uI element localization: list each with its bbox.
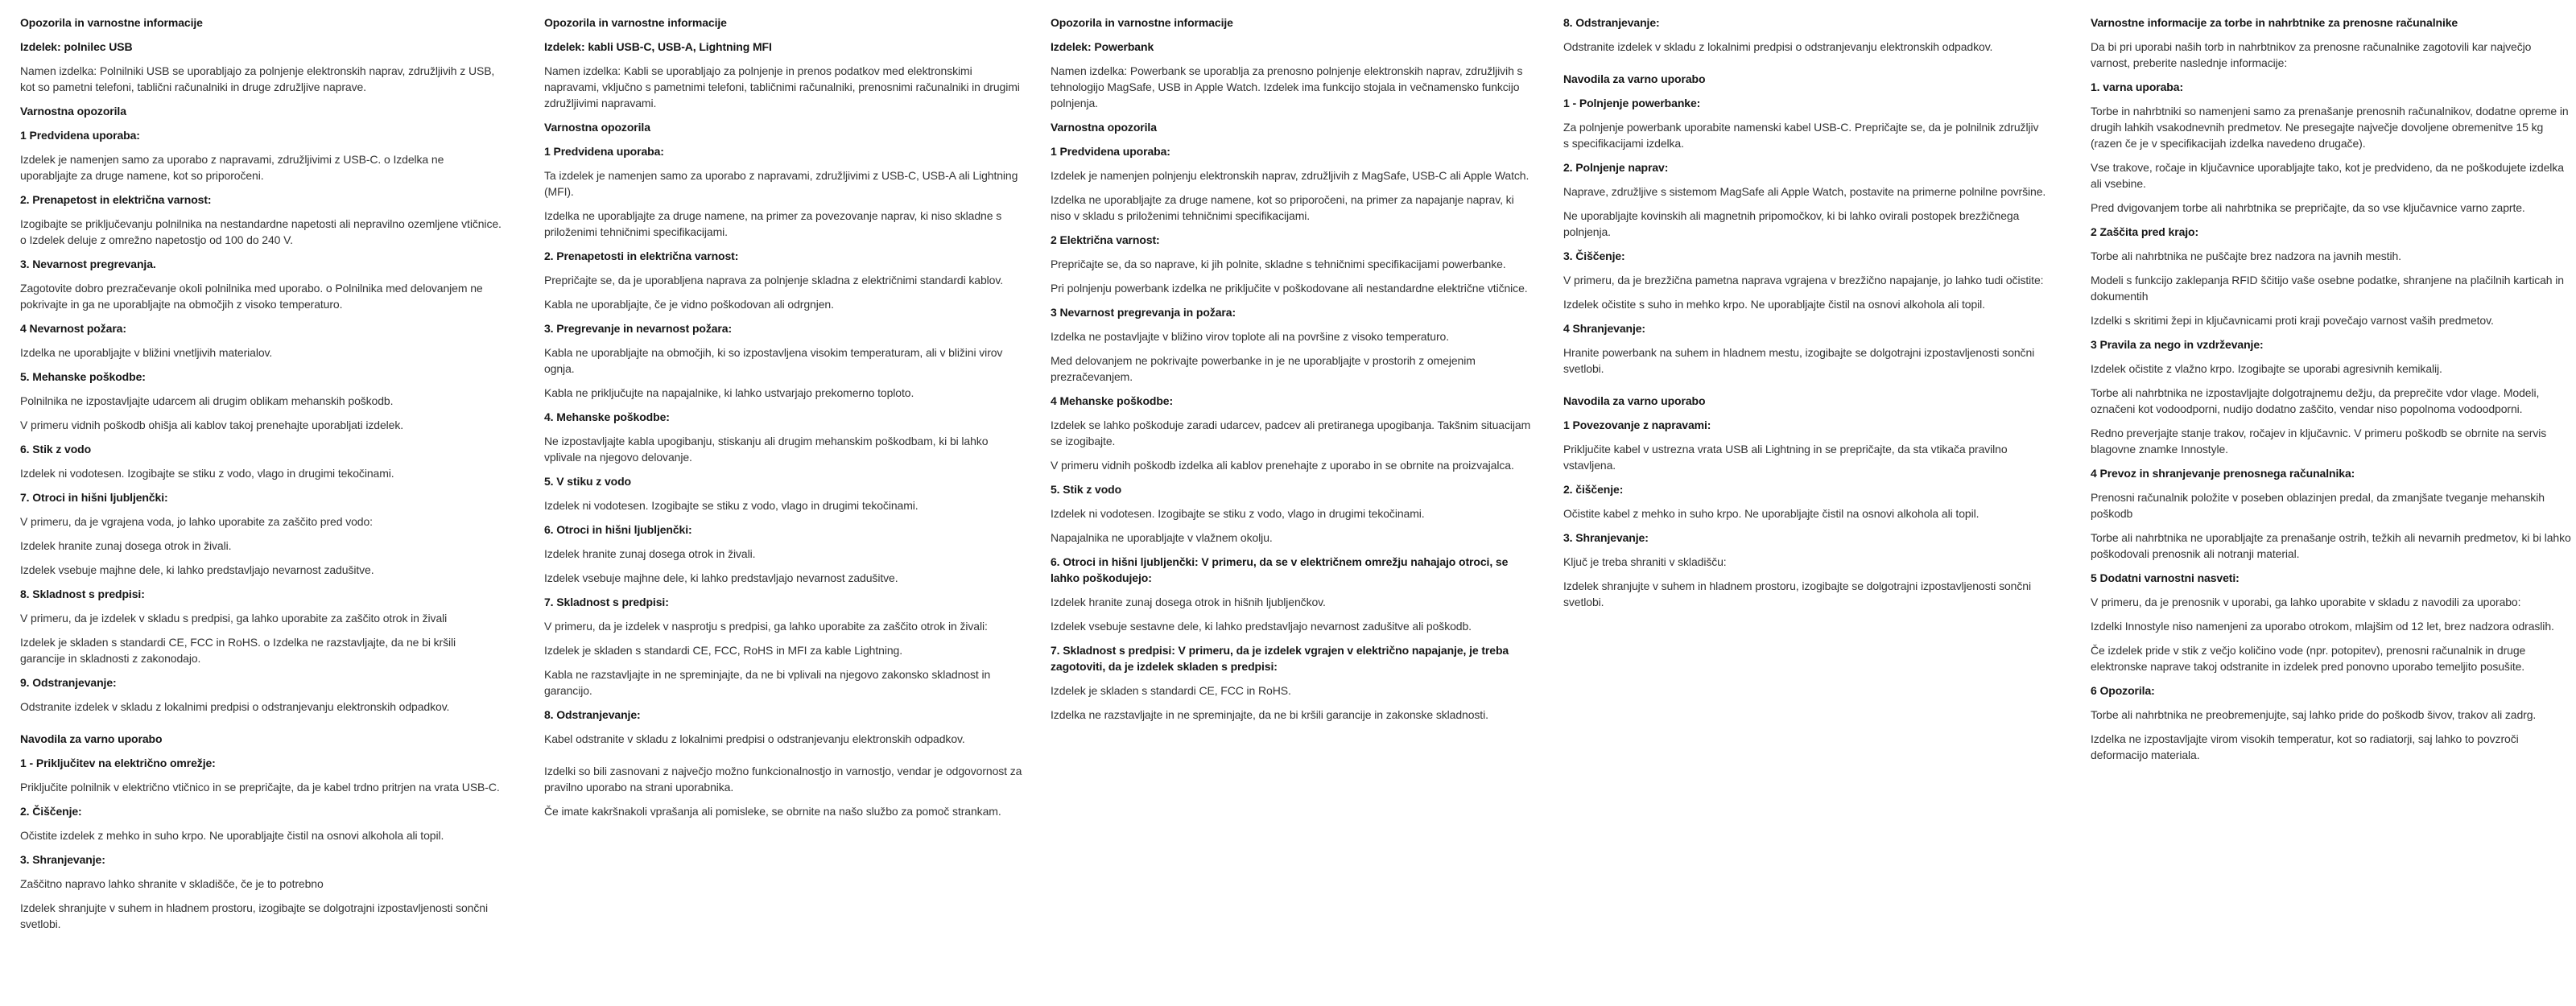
paragraph: V primeru, da je izdelek v skladu s predpisi, ga lahko uporabite za zaščito otrok in živali <box>20 612 448 625</box>
section-heading: Navodila za varno uporabo <box>1563 394 1706 407</box>
section-heading: 7. Otroci in hišni ljubljenčki: <box>20 491 168 504</box>
paragraph: Izdelek vsebuje majhne dele, ki lahko predstavljajo nevarnost zadušitve. <box>20 563 374 576</box>
paragraph: Izdelek shranjujte v suhem in hladnem prostoru, izogibajte se dolgotrajni izpostavljenosti sončni svetlobi. <box>20 901 488 930</box>
paragraph: Polnilnika ne izpostavljajte udarcem ali drugim oblikam mehanskih poškodb. <box>20 394 394 407</box>
section-heading: Varnostna opozorila <box>1051 121 1157 134</box>
paragraph: Kabla ne uporabljajte na območjih, ki so izpostavljena visokim temperaturam, ali v bližini virov ognja. <box>544 346 1003 375</box>
paragraph: Izdelek ni vodotesen. Izogibajte se stiku z vodo, vlago in drugimi tekočinami. <box>544 499 919 512</box>
section-heading: 2. čiščenje: <box>1563 483 1624 496</box>
paragraph: Kabla ne razstavljajte in ne spreminjajte, da ne bi vplivali na njegovo zakonsko skladnost in garancijo. <box>544 668 991 697</box>
paragraph: Izdelek se lahko poškoduje zaradi udarcev, padcev ali pretiranega upogibanja. Takšnim situacijam se izogibajte. <box>1051 418 1531 447</box>
column-charger-usb <box>20 14 503 940</box>
section-heading: 3 Pravila za nego in vzdrževanje: <box>2091 338 2264 351</box>
section-heading: 3. Pregrevanje in nevarnost požara: <box>544 322 733 335</box>
paragraph: Če izdelek pride v stik z večjo količino vode (npr. potopitev), prenosni računalnik in druge elektronske naprave takoj odstranite in izdelek pred ponovno uporabo temeljito posušite. <box>2091 644 2526 673</box>
section-heading: 1 - Priključitev na električno omrežje: <box>20 757 216 769</box>
paragraph: Izdelek vsebuje majhne dele, ki lahko predstavljajo nevarnost zadušitve. <box>544 571 898 584</box>
section-heading: Izdelek: Powerbank <box>1051 40 1154 53</box>
column-laptop-bags <box>2091 14 2574 771</box>
section-heading: 3. Nevarnost pregrevanja. <box>20 258 156 270</box>
paragraph: Kabla ne uporabljajte, če je vidno poškodovan ali odrgnjen. <box>544 298 834 311</box>
paragraph: Izdelki Innostyle niso namenjeni za uporabo otrokom, mlajšim od 12 let, brez nadzora odraslih. <box>2091 620 2554 633</box>
paragraph: Torbe ali nahrbtnika ne izpostavljajte dolgotrajnemu dežju, da preprečite vdor vlage. Modeli, označeni kot vodoodporni, nudijo dodatno zaščito, vendar niso popolnoma vodoodporni. <box>2091 386 2540 415</box>
paragraph: Hranite powerbank na suhem in hladnem mestu, izogibajte se dolgotrajni izpostavljenosti sončni svetlobi. <box>1563 346 2035 375</box>
paragraph: Odstranite izdelek v skladu z lokalnimi predpisi o odstranjevanju elektronskih odpadkov. <box>20 700 450 713</box>
section-heading: 4 Shranjevanje: <box>1563 322 1645 335</box>
paragraph: V primeru, da je prenosnik v uporabi, ga lahko uporabite v skladu z navodili za uporabo: <box>2091 596 2521 608</box>
paragraph: Kabel odstranite v skladu z lokalnimi predpisi o odstranjevanju elektronskih odpadkov. <box>544 732 965 745</box>
paragraph: Modeli s funkcijo zaklepanja RFID ščitijo vaše osebne podatke, shranjene na plačilnih karticah in dokumentih <box>2091 274 2564 303</box>
section-heading: 5. Mehanske poškodbe: <box>20 370 146 383</box>
paragraph: Očistite kabel z mehko in suho krpo. Ne uporabljajte čistil na osnovi alkohola ali topil. <box>1563 507 1979 520</box>
paragraph: Priključite polnilnik v električno vtičnico in se prepričajte, da je kabel trdno pritrjen na vrata USB-C. <box>20 781 500 794</box>
paragraph: Odstranite izdelek v skladu z lokalnimi predpisi o odstranjevanju elektronskih odpadkov. <box>1563 40 1993 53</box>
column-cables <box>544 14 1027 827</box>
section-heading: 9. Odstranjevanje: <box>20 676 117 689</box>
section-heading: 4. Mehanske poškodbe: <box>544 410 670 423</box>
section-heading: 5 Dodatni varnostni nasveti: <box>2091 571 2240 584</box>
paragraph: Ta izdelek je namenjen samo za uporabo z napravami, združljivimi z USB-C, USB-A ali Lightning (MFI). <box>544 169 1018 198</box>
paragraph: Ključ je treba shraniti v skladišču: <box>1563 555 1727 568</box>
paragraph: Izdelek je namenjen polnjenju elektronskih naprav, združljivih z MagSafe, USB-C ali Apple Watch. <box>1051 169 1530 182</box>
paragraph: Izdelek hranite zunaj dosega otrok in živali. <box>544 547 756 560</box>
paragraph: Torbe ali nahrbtnika ne puščajte brez nadzora na javnih mestih. <box>2091 249 2401 262</box>
section-heading: Varnostna opozorila <box>544 121 650 134</box>
paragraph: Izdelek je skladen s standardi CE, FCC in RoHS. o Izdelka ne razstavljajte, da ne bi kršili garancije in skladnosti z zakonodajo. <box>20 636 456 665</box>
paragraph: V primeru, da je izdelek v nasprotju s predpisi, ga lahko uporabite za zaščito otrok in živali: <box>544 620 988 633</box>
section-heading: 3. Čiščenje: <box>1563 249 1625 262</box>
paragraph: Prenosni računalnik položite v poseben oblazinjen predal, da zmanjšate tveganje mehanskih poškodb <box>2091 491 2545 520</box>
paragraph: Pri polnjenju powerbank izdelka ne priključite v poškodovane ali nestandardne električne vtičnice. <box>1051 282 1528 295</box>
paragraph: Izdelek hranite zunaj dosega otrok in hišnih ljubljenčkov. <box>1051 596 1326 608</box>
section-heading: 4 Prevoz in shranjevanje prenosnega računalnika: <box>2091 467 2355 480</box>
section-heading: 8. Odstranjevanje: <box>544 708 641 721</box>
paragraph: Napajalnika ne uporabljajte v vlažnem okolju. <box>1051 531 1273 544</box>
section-heading: Varnostna opozorila <box>20 105 126 118</box>
paragraph: Izdelka ne uporabljajte za druge namene, kot so priporočeni, na primer za napajanje naprav, ki niso v skladu s priloženimi tehničnimi specifikacijami. <box>1051 193 1514 222</box>
paragraph: Prepričajte se, da so naprave, ki jih polnite, skladne s tehničnimi specifikacijami powerbanke. <box>1051 258 1506 270</box>
section-heading: Navodila za varno uporabo <box>1563 72 1706 85</box>
paragraph: Redno preverjajte stanje trakov, ročajev in ključavnic. V primeru poškodb se obrnite na servis blagovne znamke Innostyle. <box>2091 427 2547 456</box>
paragraph: Izdelka ne uporabljajte v bližini vnetljivih materialov. <box>20 346 273 359</box>
paragraph: Izdelek je skladen s standardi CE, FCC, RoHS in MFI za kable Lightning. <box>544 644 902 657</box>
paragraph: Da bi pri uporabi naših torb in nahrbtnikov za prenosne računalnike zagotovili kar največjo varnost, preberite naslednje informacije: <box>2091 40 2532 69</box>
section-heading: 2 Električna varnost: <box>1051 233 1160 246</box>
paragraph: Če imate kakršnakoli vprašanja ali pomisleke, se obrnite na našo službo za pomoč strankam. <box>544 805 1001 818</box>
section-heading: 6. Otroci in hišni ljubljenčki: <box>544 523 692 536</box>
paragraph: Izdelek je skladen s standardi CE, FCC in RoHS. <box>1051 684 1291 697</box>
column-powerbank-instructions <box>1563 14 2046 618</box>
section-heading: Opozorila in varnostne informacije <box>20 16 203 29</box>
section-heading: 3. Shranjevanje: <box>1563 531 1649 544</box>
section-heading: Opozorila in varnostne informacije <box>544 16 727 29</box>
section-heading: 1 Povezovanje z napravami: <box>1563 418 1711 431</box>
section-heading: 4 Nevarnost požara: <box>20 322 126 335</box>
paragraph: V primeru, da je vgrajena voda, jo lahko uporabite za zaščito pred vodo: <box>20 515 373 528</box>
section-heading: 2 Zaščita pred krajo: <box>2091 225 2199 238</box>
paragraph: Izdelek ni vodotesen. Izogibajte se stiku z vodo, vlago in drugimi tekočinami. <box>1051 507 1425 520</box>
paragraph: V primeru vidnih poškodb izdelka ali kablov prenehajte z uporabo in se obrnite na proizvajalca. <box>1051 459 1514 472</box>
paragraph: Torbe ali nahrbtnika ne preobremenjujte, saj lahko pride do poškodb šivov, trakov ali zadrg. <box>2091 708 2537 721</box>
section-heading: 1. varna uporaba: <box>2091 80 2184 93</box>
section-heading: Izdelek: polnilec USB <box>20 40 133 53</box>
column-powerbank <box>1051 14 1534 731</box>
paragraph: Izdelek ni vodotesen. Izogibajte se stiku z vodo, vlago in drugimi tekočinami. <box>20 467 394 480</box>
paragraph: V primeru, da je brezžična pametna naprava vgrajena v brezžično napajanje, jo lahko tudi očistite: <box>1563 274 2044 287</box>
section-heading: 3 Nevarnost pregrevanja in požara: <box>1051 306 1236 319</box>
paragraph: Pred dvigovanjem torbe ali nahrbtnika se prepričajte, da so vse ključavnice varno zaprte. <box>2091 201 2525 214</box>
paragraph: Torbe ali nahrbtnika ne uporabljajte za prenašanje ostrih, težkih ali nevarnih predmetov, ki bi lahko poškodovali prenosnik ali notranji material. <box>2091 531 2571 560</box>
paragraph: Namen izdelka: Powerbank se uporablja za prenosno polnjenje elektronskih naprav, združljivih s tehnologijo MagSafe, USB in Apple Watch. Izdelek ima funkcijo stojala in večnamensko funkcijo polnjenja. <box>1051 64 1523 109</box>
paragraph: Prepričajte se, da je uporabljena naprava za polnjenje skladna z električnimi standardi kablov. <box>544 274 1004 287</box>
paragraph: Izdelek je namenjen samo za uporabo z napravami, združljivimi z USB-C. o Izdelka ne uporabljajte za druge namene, kot so priporočeni. <box>20 153 444 182</box>
paragraph: Priključite kabel v ustrezna vrata USB ali Lightning in se prepričajte, da sta vtikača pravilno vstavljena. <box>1563 443 2008 472</box>
section-heading: 2. Prenapetost in električna varnost: <box>20 193 212 206</box>
section-heading: Navodila za varno uporabo <box>20 732 163 745</box>
paragraph: Izdelek hranite zunaj dosega otrok in živali. <box>20 539 232 552</box>
section-heading: Varnostne informacije za torbe in nahrbtnike za prenosne računalnike <box>2091 16 2458 29</box>
section-heading: 2. Čiščenje: <box>20 805 82 818</box>
section-heading: 2. Polnjenje naprav: <box>1563 161 1669 174</box>
paragraph: Kabla ne priključujte na napajalnike, ki lahko ustvarjajo prekomerno toploto. <box>544 386 914 399</box>
section-heading: Izdelek: kabli USB-C, USB-A, Lightning MFI <box>544 40 772 53</box>
paragraph: Namen izdelka: Kabli se uporabljajo za polnjenje in prenos podatkov med elektronskimi napravami, vključno s pametnimi telefoni, tabličnimi računalniki, prenosnimi računalniki in drugimi združljivimi napravami. <box>544 64 1020 109</box>
section-heading: 1 Predvidena uporaba: <box>544 145 664 158</box>
paragraph: Torbe in nahrbtniki so namenjeni samo za prenašanje prenosnih računalnikov, dodatne opreme in drugih lahkih vsakodnevnih predmetov. Ne presegajte največje dovoljene obremenitve 15 kg (razen če je v specifikacijah izdelka navedeno drugače). <box>2091 105 2569 150</box>
paragraph: Za polnjenje powerbank uporabite namenski kabel USB-C. Prepričajte se, da je polnilnik združljiv s specifikacijami izdelka. <box>1563 121 2039 150</box>
paragraph: Izogibajte se priključevanju polnilnika na nestandardne napetosti ali nepravilno ozemljene vtičnice. o Izdelek deluje z omrežno napetostjo od 100 do 240 V. <box>20 217 502 246</box>
paragraph: Izdelek shranjujte v suhem in hladnem prostoru, izogibajte se dolgotrajni izpostavljenosti sončni svetlobi. <box>1563 579 2031 608</box>
paragraph: Ne uporabljajte kovinskih ali magnetnih pripomočkov, ki bi lahko ovirali postopek brezžičnega polnjenja. <box>1563 209 2020 238</box>
paragraph: Izdelka ne razstavljajte in ne spreminjajte, da ne bi kršili garancije in zakonske skladnosti. <box>1051 708 1488 721</box>
paragraph: Naprave, združljive s sistemom MagSafe ali Apple Watch, postavite na primerne polnilne površine. <box>1563 185 2046 198</box>
section-heading: 2. Prenapetosti in električna varnost: <box>544 249 739 262</box>
section-heading: 8. Skladnost s predpisi: <box>20 588 145 600</box>
section-heading: 5. V stiku z vodo <box>544 475 631 488</box>
paragraph: Izdelek očistite s suho in mehko krpo. Ne uporabljajte čistil na osnovi alkohola ali topil. <box>1563 298 1985 311</box>
paragraph: Izdelki so bili zasnovani z največjo možno funkcionalnostjo in varnostjo, vendar je odgovornost za pravilno uporabo na strani uporabnika. <box>544 765 1022 794</box>
section-heading: 6. Stik z vodo <box>20 443 92 456</box>
section-heading: 1 - Polnjenje powerbanke: <box>1563 97 1701 109</box>
paragraph: Ne izpostavljajte kabla upogibanju, stiskanju ali drugim mehanskim poškodbam, ki bi lahko vplivale na njegovo delovanje. <box>544 435 989 464</box>
section-heading: 3. Shranjevanje: <box>20 853 105 866</box>
section-heading: 1 Predvidena uporaba: <box>20 129 140 142</box>
section-heading: 7. Skladnost s predpisi: <box>544 596 669 608</box>
paragraph: Izdelka ne uporabljajte za druge namene, na primer za povezovanje naprav, ki niso skladne s priloženimi tehničnimi specifikacijami. <box>544 209 1002 238</box>
paragraph: Očistite izdelek z mehko in suho krpo. Ne uporabljajte čistil na osnovi alkohola ali topil. <box>20 829 444 842</box>
paragraph: Med delovanjem ne pokrivajte powerbanke in je ne uporabljajte v prostorih z omejenim prezračevanjem. <box>1051 354 1476 383</box>
section-heading: 6 Opozorila: <box>2091 684 2155 697</box>
section-heading: 4 Mehanske poškodbe: <box>1051 394 1174 407</box>
section-heading: 5. Stik z vodo <box>1051 483 1122 496</box>
section-heading: 8. Odstranjevanje: <box>1563 16 1660 29</box>
paragraph: Izdelka ne postavljajte v bližino virov toplote ali na površine z visoko temperaturo. <box>1051 330 1449 343</box>
paragraph: Izdelki s skritimi žepi in ključavnicami proti kraji povečajo varnost vaših predmetov. <box>2091 314 2494 327</box>
section-heading: 1 Predvidena uporaba: <box>1051 145 1170 158</box>
paragraph: Vse trakove, ročaje in ključavnice uporabljajte tako, kot je predvideno, da ne poškodujete izdelka ali vsebine. <box>2091 161 2564 190</box>
paragraph: Zaščitno napravo lahko shranite v skladišče, če je to potrebno <box>20 877 324 890</box>
paragraph: Namen izdelka: Polnilniki USB se uporabljajo za polnjenje elektronskih naprav, združljivih z USB, kot so pametni telefoni, tablični računalniki in druge združljive naprave. <box>20 64 495 93</box>
paragraph: Zagotovite dobro prezračevanje okoli polnilnika med uporabo. o Polnilnika med delovanjem ne pokrivajte in ga ne uporabljajte na območjih z visoko temperaturo. <box>20 282 483 311</box>
section-heading: 6. Otroci in hišni ljubljenčki: V primeru, da se v električnem omrežju nahajajo otroci, se lahko poškodujejo: <box>1051 555 1509 584</box>
paragraph: Izdelek vsebuje sestavne dele, ki lahko predstavljajo nevarnost zadušitve ali poškodb. <box>1051 620 1472 633</box>
paragraph: V primeru vidnih poškodb ohišja ali kablov takoj prenehajte uporabljati izdelek. <box>20 418 404 431</box>
section-heading: 7. Skladnost s predpisi: V primeru, da je izdelek vgrajen v električno napajanje, je treba zagotoviti, da je izdelek skladen s predpisi: <box>1051 644 1509 673</box>
section-heading: Opozorila in varnostne informacije <box>1051 16 1233 29</box>
paragraph: Izdelek očistite z vlažno krpo. Izogibajte se uporabi agresivnih kemikalij. <box>2091 362 2442 375</box>
paragraph: Izdelka ne izpostavljajte virom visokih temperatur, kot so radiatorji, saj lahko to povzroči deformacijo materiala. <box>2091 732 2519 761</box>
